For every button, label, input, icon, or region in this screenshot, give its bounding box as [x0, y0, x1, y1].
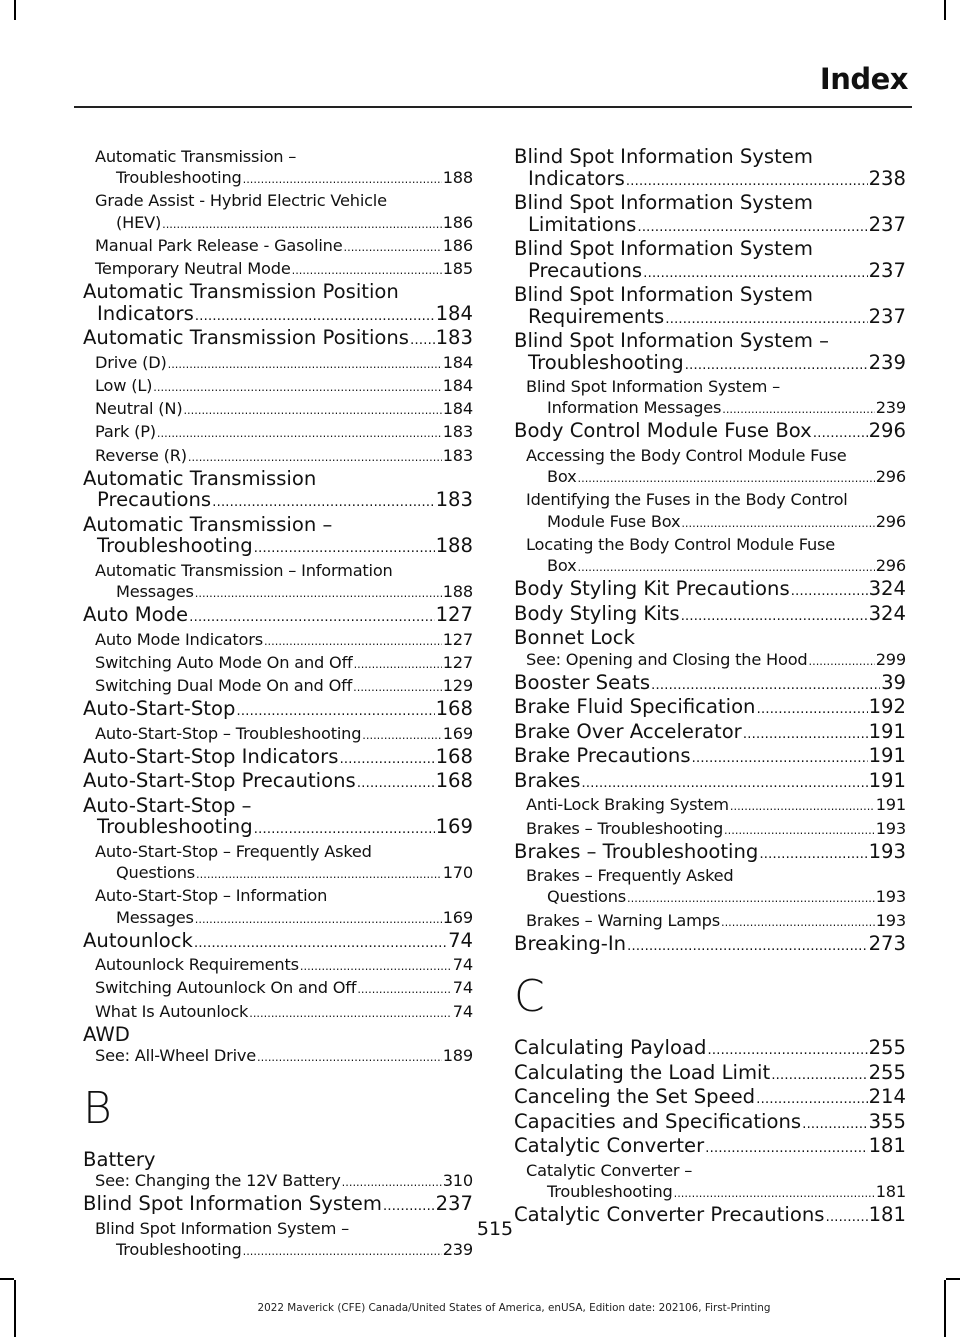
- entry-term: Catalytic Converter: [514, 1134, 705, 1158]
- index-column-left: [83, 146, 473, 1262]
- entry-term: What Is Autounlock: [95, 1001, 249, 1021]
- entry-page-number[interactable]: 188: [442, 581, 473, 601]
- entry-page-number[interactable]: 188: [442, 168, 473, 188]
- entry-page-number[interactable]: 355: [868, 1109, 906, 1133]
- entry-term: Calculating the Load Limit: [514, 1060, 771, 1084]
- entry-page-number[interactable]: 324: [868, 577, 906, 601]
- entry-term: Indicators: [528, 166, 625, 190]
- entry-page-number[interactable]: 188: [435, 534, 473, 558]
- index-subentry[interactable]: [83, 258, 473, 281]
- entry-term: Brakes – Warning Lamps: [526, 910, 720, 930]
- entry-term: See: All-Wheel Drive: [95, 1046, 257, 1066]
- entry-text-line: Blind Spot Information System: [514, 237, 813, 260]
- entry-page-number[interactable]: 186: [442, 212, 473, 232]
- entry-term: Auto-Start-Stop – Troubleshooting: [95, 723, 362, 743]
- entry-term: Troubleshooting: [547, 1182, 673, 1202]
- entry-page-number[interactable]: 170: [442, 863, 473, 883]
- entry-term: Module Fuse Box: [547, 511, 681, 531]
- entry-page-number[interactable]: 193: [875, 887, 906, 907]
- index-subentry[interactable]: [83, 629, 473, 652]
- index-subentry[interactable]: [83, 560, 473, 604]
- entry-term: Autounlock: [83, 928, 193, 952]
- entry-text-line: Blind Spot Information System –: [526, 377, 780, 396]
- index-entry[interactable]: [514, 770, 906, 795]
- entry-page-number[interactable]: 299: [875, 649, 906, 669]
- entry-page-number[interactable]: 296: [875, 555, 906, 575]
- entry-page-number[interactable]: 168: [435, 697, 473, 721]
- index-entry[interactable]: [83, 1024, 473, 1046]
- entry-page-number[interactable]: 191: [875, 795, 906, 815]
- dot-leader: [627, 886, 875, 909]
- index-subentry[interactable]: [83, 723, 473, 746]
- index-entry[interactable]: [514, 420, 906, 445]
- entry-term: (HEV): [116, 212, 162, 232]
- entry-page-number[interactable]: 296: [875, 467, 906, 487]
- index-subentry[interactable]: [514, 376, 906, 420]
- entry-term: Troubleshooting: [97, 534, 253, 558]
- index-entry[interactable]: [83, 514, 473, 560]
- dot-leader: [724, 818, 875, 841]
- index-subentry[interactable]: [83, 445, 473, 468]
- entry-text-line: Blind Spot Information System –: [95, 1218, 349, 1238]
- entry-text-line: Automatic Transmission –: [83, 512, 333, 536]
- entry-page-number[interactable]: 183: [435, 326, 473, 350]
- entry-page-number[interactable]: 74: [448, 928, 473, 952]
- dot-leader: [344, 235, 442, 258]
- entry-page-number[interactable]: 183: [442, 422, 473, 442]
- dot-leader: [153, 375, 441, 398]
- index-entry[interactable]: [83, 746, 473, 771]
- entry-term: AWD: [83, 1022, 130, 1046]
- entry-page-number[interactable]: 127: [435, 603, 473, 627]
- entry-page-number[interactable]: 193: [875, 818, 906, 838]
- index-entry[interactable]: [514, 745, 906, 770]
- entry-term: Limitations: [528, 212, 637, 236]
- entry-term: Body Control Module Fuse Box: [514, 419, 812, 443]
- entry-page-number[interactable]: 39: [881, 670, 906, 694]
- index-entry[interactable]: [514, 696, 906, 721]
- index-entry[interactable]: [514, 933, 906, 958]
- entry-term: Troubleshooting: [116, 1239, 242, 1259]
- dot-leader: [665, 306, 867, 331]
- dot-leader: [249, 1001, 452, 1024]
- entry-term: Box: [547, 467, 577, 487]
- entry-term: Breaking-In: [514, 931, 627, 955]
- entry-term: Troubleshooting: [528, 350, 684, 374]
- entry-term: Brakes – Troubleshooting: [526, 818, 724, 838]
- entry-text-line: Grade Assist - Hybrid Electric Vehicle: [95, 191, 387, 211]
- entry-page-number[interactable]: 181: [875, 1182, 906, 1202]
- index-entry[interactable]: [514, 146, 906, 192]
- index-subentry[interactable]: [83, 954, 473, 977]
- dot-leader: [264, 629, 442, 652]
- entry-term: Temporary Neutral Mode: [95, 259, 291, 279]
- entry-text-line: Locating the Body Control Module Fuse: [526, 534, 836, 554]
- entry-page-number[interactable]: 239: [442, 1239, 473, 1259]
- entry-term: Body Styling Kit Precautions: [514, 577, 790, 601]
- entry-page-number[interactable]: 273: [868, 931, 906, 955]
- crop-mark: [0, 1278, 14, 1280]
- entry-page-number[interactable]: 168: [435, 744, 473, 768]
- entry-term: Body Styling Kits: [514, 601, 680, 625]
- dot-leader: [578, 466, 875, 489]
- entry-term: Messages: [116, 581, 194, 601]
- header-rule: [74, 106, 912, 108]
- dot-leader: [357, 977, 451, 1000]
- entry-term: Auto-Start-Stop Indicators: [83, 744, 339, 768]
- dot-leader: [354, 652, 442, 675]
- index-entry[interactable]: [514, 1062, 906, 1087]
- dot-leader: [257, 1045, 442, 1068]
- entry-term: Questions: [116, 863, 196, 883]
- entry-term: Canceling the Set Speed: [514, 1085, 756, 1109]
- entry-term: Precautions: [97, 488, 212, 512]
- dot-leader: [196, 862, 442, 885]
- index-entry[interactable]: [83, 930, 473, 955]
- entry-term: Park (P): [95, 422, 156, 442]
- dot-leader: [212, 489, 435, 514]
- entry-page-number[interactable]: 186: [442, 235, 473, 255]
- crop-mark: [14, 0, 16, 20]
- dot-leader: [353, 675, 442, 698]
- dot-leader: [168, 352, 442, 375]
- dot-leader: [643, 260, 868, 285]
- entry-page-number[interactable]: 184: [442, 352, 473, 372]
- dot-leader: [157, 421, 442, 444]
- dot-leader: [730, 794, 875, 817]
- dot-leader: [194, 930, 447, 955]
- dot-leader: [802, 1111, 868, 1136]
- entry-page-number[interactable]: 74: [452, 1001, 473, 1021]
- index-entry[interactable]: [514, 192, 906, 238]
- entry-term: Auto Mode Indicators: [95, 629, 263, 649]
- entry-term: Brake Over Accelerator: [514, 719, 742, 743]
- entry-term: Box: [547, 555, 577, 575]
- index-entry[interactable]: [514, 1111, 906, 1136]
- index-subentry[interactable]: [514, 865, 906, 909]
- entry-text-line: Auto-Start-Stop –: [83, 793, 252, 817]
- entry-text-line: Automatic Transmission – Information: [95, 560, 393, 580]
- entry-term: Neutral (N): [95, 399, 183, 419]
- entry-page-number[interactable]: 296: [868, 419, 906, 443]
- entry-term: Brakes: [514, 768, 581, 792]
- entry-term: See: Changing the 12V Battery: [95, 1171, 341, 1191]
- entry-term: Brakes – Troubleshooting: [514, 839, 759, 863]
- entry-page-number[interactable]: 310: [442, 1171, 473, 1191]
- entry-term: Calculating Payload: [514, 1036, 707, 1060]
- index-subentry[interactable]: [83, 652, 473, 675]
- dot-leader: [759, 841, 867, 866]
- index-entry[interactable]: [514, 578, 906, 603]
- index-entry[interactable]: [514, 1037, 906, 1062]
- dot-leader: [813, 420, 868, 445]
- dot-leader: [681, 603, 868, 628]
- dot-leader: [254, 816, 435, 841]
- entry-term: Automatic Transmission Positions: [83, 326, 410, 350]
- index-entry[interactable]: [514, 721, 906, 746]
- entry-page-number[interactable]: 189: [442, 1046, 473, 1066]
- dot-leader: [743, 721, 868, 746]
- entry-term: Low (L): [95, 375, 153, 395]
- index-subentry[interactable]: [514, 1160, 906, 1204]
- entry-page-number[interactable]: 239: [868, 350, 906, 374]
- entry-text-line: Automatic Transmission –: [95, 147, 297, 166]
- index-entry[interactable]: [83, 1149, 473, 1171]
- dot-leader: [292, 258, 442, 281]
- entry-page-number[interactable]: 127: [442, 652, 473, 672]
- entry-page-number[interactable]: 129: [442, 676, 473, 696]
- index-subentry[interactable]: [83, 1170, 473, 1193]
- index-column-right: [514, 146, 906, 1229]
- entry-term: Questions: [547, 887, 627, 907]
- entry-page-number[interactable]: 74: [452, 955, 473, 975]
- entry-page-number[interactable]: 237: [868, 304, 906, 328]
- entry-text-line: Brakes – Frequently Asked: [526, 866, 734, 886]
- edition-footer: 2022 Maverick (CFE) Canada/United States of America, enUSA, Edition date: 202106, First-Printing: [257, 1302, 771, 1314]
- entry-page-number[interactable]: 192: [868, 695, 906, 719]
- page-title: Index: [819, 62, 908, 96]
- dot-leader: [756, 696, 867, 721]
- dot-leader: [183, 398, 441, 421]
- dot-leader: [637, 214, 867, 239]
- entry-term: Booster Seats: [514, 670, 651, 694]
- entry-term: Indicators: [97, 301, 194, 325]
- page-number: 515: [476, 1218, 514, 1240]
- dot-leader: [300, 954, 452, 977]
- dot-leader: [383, 1193, 435, 1218]
- entry-term: Switching Auto Mode On and Off: [95, 652, 353, 672]
- entry-term: Information Messages: [547, 398, 722, 418]
- index-subentry[interactable]: [83, 675, 473, 698]
- entry-page-number[interactable]: 191: [868, 719, 906, 743]
- index-subentry[interactable]: [83, 235, 473, 258]
- index-entry[interactable]: [514, 1135, 906, 1160]
- entry-term: Blind Spot Information System: [83, 1192, 382, 1216]
- index-subentry[interactable]: [83, 398, 473, 421]
- entry-page-number[interactable]: 169: [442, 907, 473, 927]
- entry-text-line: Auto-Start-Stop – Information: [95, 886, 328, 906]
- dot-leader: [692, 745, 868, 770]
- entry-term: Catalytic Converter Precautions: [514, 1203, 825, 1227]
- dot-leader: [809, 649, 875, 672]
- index-entry[interactable]: [514, 238, 906, 284]
- dot-leader: [195, 581, 442, 604]
- entry-text-line: Blind Spot Information System: [514, 283, 813, 306]
- dot-leader: [756, 1086, 867, 1111]
- index-entry[interactable]: [83, 327, 473, 352]
- index-entry[interactable]: [514, 603, 906, 628]
- entry-page-number[interactable]: 191: [868, 744, 906, 768]
- entry-page-number[interactable]: 183: [435, 488, 473, 512]
- dot-leader: [681, 511, 874, 534]
- entry-term: Battery: [83, 1147, 156, 1171]
- index-subentry[interactable]: [514, 818, 906, 841]
- dot-leader: [339, 746, 434, 771]
- dot-leader: [674, 1181, 875, 1204]
- entry-page-number[interactable]: 214: [868, 1085, 906, 1109]
- index-subentry[interactable]: [83, 1045, 473, 1068]
- index-subentry[interactable]: [514, 445, 906, 489]
- entry-term: Bonnet Lock: [514, 626, 635, 650]
- entry-page-number[interactable]: 184: [435, 301, 473, 325]
- entry-term: Messages: [116, 907, 194, 927]
- index-subentry[interactable]: [83, 190, 473, 234]
- entry-term: Drive (D): [95, 352, 167, 372]
- dot-leader: [707, 1037, 867, 1062]
- entry-text-line: Accessing the Body Control Module Fuse: [526, 445, 847, 465]
- entry-page-number[interactable]: 193: [868, 839, 906, 863]
- entry-page-number[interactable]: 127: [442, 629, 473, 649]
- index-entry[interactable]: [83, 281, 473, 327]
- entry-text-line: Blind Spot Information System: [514, 191, 813, 214]
- crop-mark: [14, 1280, 16, 1337]
- dot-leader: [791, 578, 868, 603]
- entry-term: Manual Park Release - Gasoline: [95, 235, 343, 255]
- entry-term: Auto-Start-Stop: [83, 697, 236, 721]
- entry-page-number[interactable]: 191: [868, 768, 906, 792]
- index-entry[interactable]: [83, 795, 473, 841]
- dot-leader: [627, 933, 868, 958]
- index-subentry[interactable]: [83, 375, 473, 398]
- dot-leader: [188, 445, 442, 468]
- entry-text-line: Blind Spot Information System: [514, 145, 813, 168]
- index-subentry[interactable]: [83, 977, 473, 1000]
- entry-text-line: Automatic Transmission: [83, 466, 317, 490]
- entry-term: Switching Autounlock On and Off: [95, 978, 357, 998]
- entry-text-line: Catalytic Converter –: [526, 1160, 693, 1180]
- crop-mark: [944, 0, 946, 20]
- index-entry[interactable]: [514, 1086, 906, 1111]
- dot-leader: [410, 327, 435, 352]
- dot-leader: [243, 167, 442, 190]
- index-entry[interactable]: [514, 330, 906, 376]
- entry-page-number[interactable]: 74: [452, 978, 473, 998]
- dot-leader: [705, 1135, 867, 1160]
- index-entry[interactable]: [514, 284, 906, 330]
- entry-page-number[interactable]: 185: [442, 259, 473, 279]
- entry-term: Anti-Lock Braking System: [526, 795, 729, 815]
- entry-page-number[interactable]: 324: [868, 601, 906, 625]
- entry-term: Autounlock Requirements: [95, 955, 299, 975]
- entry-page-number[interactable]: 184: [442, 399, 473, 419]
- entry-term: Switching Dual Mode On and Off: [95, 676, 353, 696]
- index-subentry[interactable]: [83, 146, 473, 190]
- crop-mark: [946, 1278, 960, 1280]
- entry-page-number[interactable]: 184: [442, 375, 473, 395]
- entry-term: Requirements: [528, 304, 665, 328]
- dot-leader: [721, 910, 875, 933]
- entry-term: Auto Mode: [83, 603, 189, 627]
- index-subentry[interactable]: [514, 794, 906, 817]
- dot-leader: [362, 723, 441, 746]
- dot-leader: [342, 1170, 442, 1193]
- index-section-letter: B: [83, 1082, 112, 1134]
- entry-page-number[interactable]: 168: [435, 769, 473, 793]
- index-entry[interactable]: [83, 1193, 473, 1218]
- dot-leader: [581, 770, 867, 795]
- index-entry[interactable]: [514, 627, 906, 649]
- entry-page-number[interactable]: 237: [868, 212, 906, 236]
- index-subentry[interactable]: [514, 910, 906, 933]
- entry-page-number[interactable]: 237: [435, 1192, 473, 1216]
- dot-leader: [243, 1239, 442, 1262]
- entry-page-number[interactable]: 296: [875, 511, 906, 531]
- entry-term: Brake Fluid Specification: [514, 695, 756, 719]
- dot-leader: [189, 604, 434, 629]
- entry-term: Capacities and Specifications: [514, 1109, 802, 1133]
- entry-text-line: Automatic Transmission Position: [83, 280, 399, 304]
- entry-page-number[interactable]: 255: [868, 1060, 906, 1084]
- entry-term: Brake Precautions: [514, 744, 691, 768]
- entry-term: Reverse (R): [95, 445, 187, 465]
- entry-page-number[interactable]: 237: [868, 258, 906, 282]
- entry-term: Troubleshooting: [97, 815, 253, 839]
- index-subentry[interactable]: [514, 489, 906, 533]
- entry-text-line: Auto-Start-Stop – Frequently Asked: [95, 841, 372, 861]
- dot-leader: [357, 770, 435, 795]
- index-subentry[interactable]: [83, 352, 473, 375]
- index-subentry[interactable]: [83, 841, 473, 885]
- dot-leader: [685, 352, 868, 377]
- dot-leader: [162, 212, 442, 235]
- dot-leader: [195, 907, 442, 930]
- entry-term: Precautions: [528, 258, 643, 282]
- entry-page-number[interactable]: 169: [442, 723, 473, 743]
- entry-page-number[interactable]: 183: [442, 445, 473, 465]
- index-entry[interactable]: [514, 672, 906, 697]
- index-entry[interactable]: [514, 841, 906, 866]
- entry-page-number[interactable]: 239: [875, 398, 906, 418]
- dot-leader: [651, 672, 880, 697]
- dot-leader: [236, 698, 434, 723]
- entry-term: Auto-Start-Stop Precautions: [83, 769, 356, 793]
- dot-leader: [195, 303, 435, 328]
- index-entry[interactable]: [83, 770, 473, 795]
- entry-term: Troubleshooting: [116, 168, 242, 188]
- entry-text-line: Identifying the Fuses in the Body Control: [526, 490, 848, 510]
- dot-leader: [771, 1062, 867, 1087]
- index-entry[interactable]: [83, 604, 473, 629]
- entry-page-number[interactable]: 181: [868, 1203, 906, 1227]
- index-subentry[interactable]: [514, 649, 906, 672]
- index-subentry[interactable]: [83, 421, 473, 444]
- dot-leader: [626, 168, 868, 193]
- entry-page-number[interactable]: 169: [435, 815, 473, 839]
- dot-leader: [578, 555, 875, 578]
- dot-leader: [722, 397, 874, 420]
- entry-page-number[interactable]: 193: [875, 910, 906, 930]
- index-section-letter: C: [514, 971, 545, 1023]
- entry-page-number[interactable]: 255: [868, 1036, 906, 1060]
- index-subentry[interactable]: [83, 1001, 473, 1024]
- index-subentry[interactable]: [83, 885, 473, 929]
- entry-page-number[interactable]: 238: [868, 166, 906, 190]
- entry-page-number[interactable]: 181: [868, 1134, 906, 1158]
- index-entry[interactable]: [83, 468, 473, 514]
- entry-term: See: Opening and Closing the Hood: [526, 649, 808, 669]
- dot-leader: [254, 535, 435, 560]
- index-entry[interactable]: [83, 698, 473, 723]
- entry-text-line: Blind Spot Information System –: [514, 329, 829, 352]
- index-subentry[interactable]: [514, 534, 906, 578]
